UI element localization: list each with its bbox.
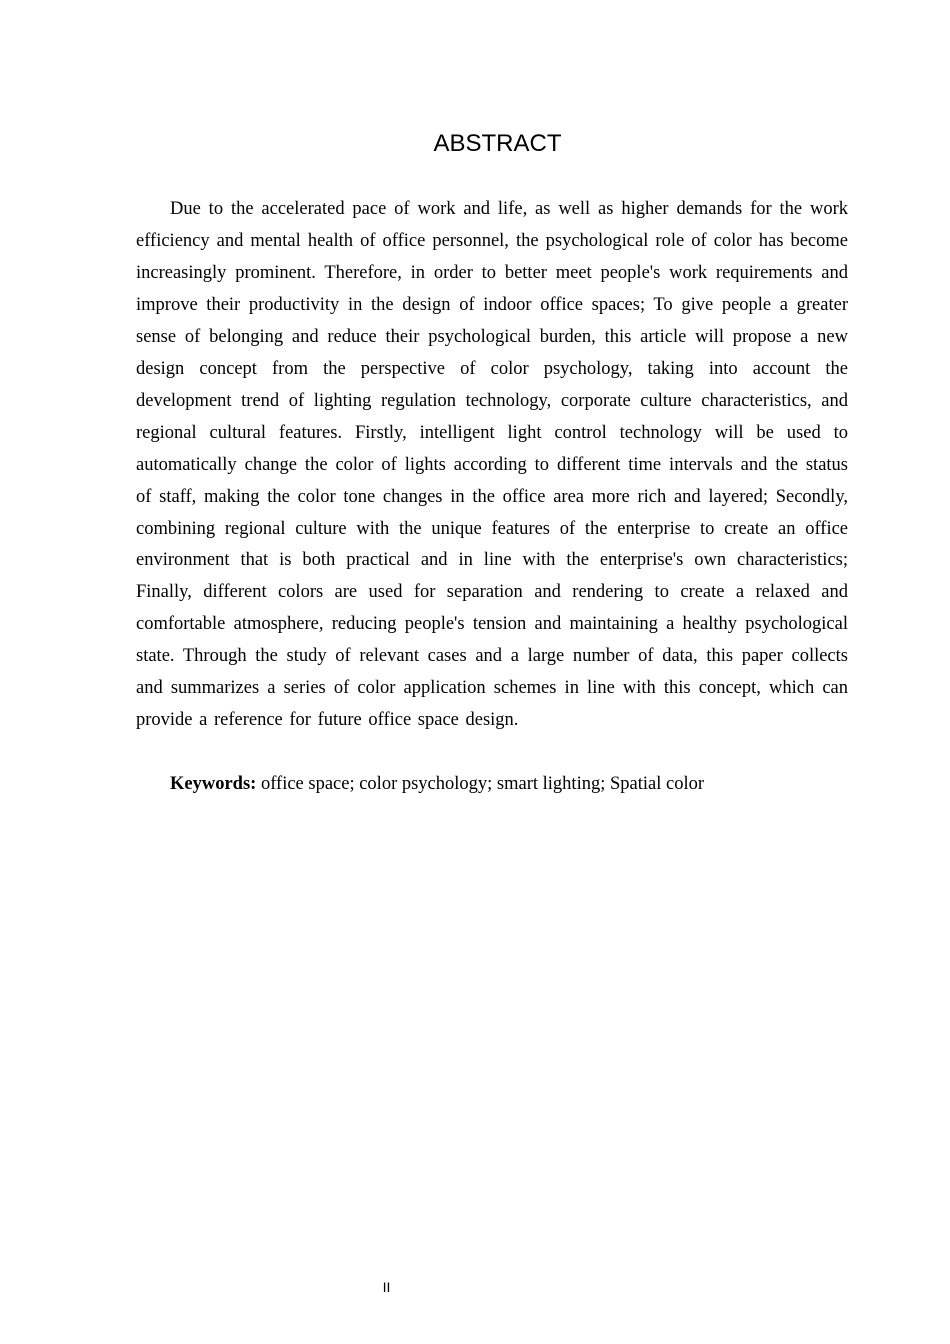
abstract-body: Due to the accelerated pace of work and life, as well as higher demands for the work efficiency and mental health of office personnel, the psychological role of color has become increasingly prominent. Therefore, in order to better meet people's work requirements and improve their productivity in the design of indoor office spaces; To give people a greater sense of belonging and reduce their psychological burden, this article will propose a new design concept from the perspective of color psychology, taking into account the development trend of lighting regulation technology, corporate culture characteristics, and regional cultural features. Firstly, intelligent light control technology will be used to automatically change the color of lights according to different time intervals and the status of staff, making the color tone changes in the office area more rich and layered; Secondly, combining regional culture with the unique features of the enterprise to create an office environment that is both practical and in line with the enterprise's own characteristics; Finally, different colors are used for separation and rendering to create a relaxed and comfortable atmosphere, reducing people's tension and maintaining a healthy psychological state. Through the study of relevant cases and a large number of data, this paper collects and summarizes a series of color application schemes in line with this concept, which can provide a reference for future office space design. — [136, 199, 848, 731]
keywords-label: Keywords: — [170, 774, 257, 794]
page-number: II — [382, 1279, 391, 1295]
keywords-text: office space; color psychology; smart lighting; Spatial color — [256, 774, 704, 794]
page-title: ABSTRACT — [433, 130, 562, 157]
keywords-line — [136, 768, 848, 800]
